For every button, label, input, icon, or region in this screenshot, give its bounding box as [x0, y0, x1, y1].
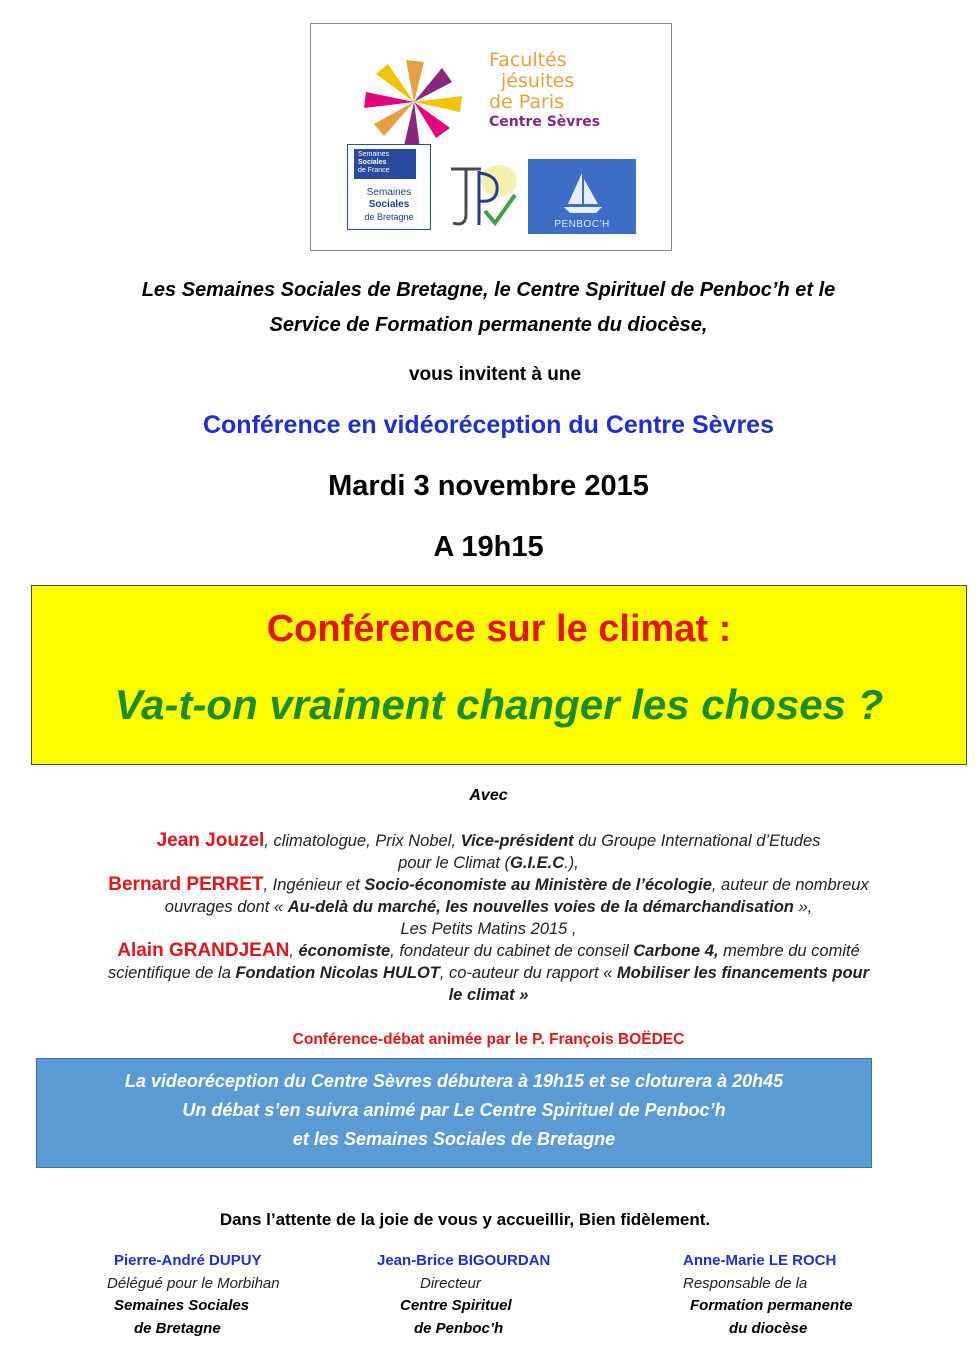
signature-role: Directeur [420, 1274, 481, 1292]
facultes-line4: Centre Sèvres [489, 114, 601, 130]
speaker-bold: Au-delà du marché, les nouvelles voies de la démarchandisation [287, 898, 794, 916]
conference-type: Conférence en vidéoréception du Centre Sèvres [202, 411, 774, 439]
speaker-bold: G.I.E.C [510, 854, 565, 872]
speaker-text: ouvrages dont « [164, 898, 288, 916]
pinwheel-logo-icon [359, 52, 469, 152]
ssf-line1: Semaines [366, 187, 412, 198]
info-line1: La videoréception du Centre Sèvres débutera à 19h15 et se cloturera à 20h45 [124, 1071, 784, 1091]
ssf-badge-line1: Semaines [358, 151, 390, 158]
moderator-text: Conférence-débat animée par le P. François BOËDEC [292, 1031, 685, 1048]
signature-org: Centre Spirituel [400, 1297, 512, 1314]
headline-subtitle: Va-t-on vraiment changer les choses ? [114, 681, 884, 728]
signature-name: Pierre-André DUPUY [114, 1252, 262, 1269]
speaker-text: , auteur de nombreux [711, 876, 869, 894]
avec-label: Avec [469, 787, 508, 804]
speaker-name: Bernard PERRET [108, 874, 264, 895]
facultes-line2: jésuites [501, 70, 575, 92]
info-box [36, 1058, 872, 1168]
speaker-text: scientifique de la [107, 964, 236, 982]
signature-name: Anne-Marie LE ROCH [683, 1252, 837, 1269]
speaker-text: , fondateur du cabinet de conseil [390, 942, 634, 960]
speaker-bold: Vice-président [460, 832, 574, 850]
signature-3 [683, 1250, 923, 1340]
signature-2 [377, 1250, 617, 1340]
speaker-bold: Socio-économiste au Ministère de l’écologie [364, 876, 712, 894]
speaker-text: , co-auteur du rapport « [439, 964, 617, 982]
jp-monogram-logo-icon [441, 159, 521, 234]
speaker-grandjean [40, 940, 937, 1006]
signature-org: Formation permanente [690, 1297, 853, 1314]
facultes-line1: Facultés [489, 49, 567, 71]
speakers-block [40, 830, 937, 1006]
ssf-badge [354, 149, 416, 179]
intro-line1: Les Semaines Sociales de Bretagne, le Centre Spirituel de Penboc’h et le [141, 279, 836, 301]
speaker-bold: le climat » [448, 986, 529, 1004]
signature-name: Jean-Brice BIGOURDAN [377, 1252, 551, 1269]
semaines-sociales-logo [347, 144, 431, 230]
headline-title: Conférence sur le climat : [266, 608, 732, 650]
intro-line2: Service de Formation permanente du diocèse, [269, 314, 708, 336]
speaker-text: , climatologue, Prix Nobel, [264, 832, 461, 850]
signature-org: de Penboc’h [414, 1319, 504, 1337]
speaker-bold: économiste [298, 942, 391, 960]
info-line2: Un débat s’en suivra animé par Le Centre Spirituel de Penboc’h [182, 1100, 726, 1120]
speaker-text: pour le Climat ( [398, 854, 511, 872]
penboch-label: PENBOC'H [554, 219, 610, 230]
speaker-bold: Fondation Nicolas HULOT [235, 964, 440, 982]
speaker-text: .), [564, 854, 579, 872]
logos-panel [310, 23, 672, 251]
speaker-text: membre du comité [718, 942, 860, 960]
ssf-badge-line2: Sociales [358, 159, 387, 166]
signature-role: Responsable de la [683, 1274, 808, 1292]
speaker-perret [40, 874, 937, 940]
speaker-text: , Ingénieur et [263, 876, 365, 894]
ssf-line3: de Bretagne [364, 212, 414, 222]
signature-org: de Bretagne [134, 1319, 221, 1337]
headline-box [31, 585, 967, 765]
speaker-bold: Carbone 4, [633, 942, 719, 960]
speaker-name: Alain GRANDJEAN [117, 940, 290, 961]
ssf-line2: Sociales [368, 199, 410, 210]
closing-text: Dans l’attente de la joie de vous y accueillir, Bien fidèlement. [219, 1210, 711, 1229]
penboch-logo [528, 159, 636, 234]
facultes-line3: de Paris [489, 91, 565, 113]
speaker-name: Jean Jouzel [156, 830, 265, 851]
event-date: Mardi 3 novembre 2015 [328, 470, 649, 502]
speaker-text: », [793, 898, 813, 916]
signature-org: du diocèse [729, 1319, 808, 1337]
speaker-bold: Mobiliser les financements pour [616, 964, 870, 982]
event-time: A 19h15 [433, 531, 544, 563]
signature-role: Délégué pour le Morbihan [107, 1274, 280, 1292]
speaker-jouzel [40, 830, 937, 874]
info-line3: et les Semaines Sociales de Bretagne [292, 1129, 616, 1149]
invite-text: vous invitent à une [408, 364, 582, 385]
signature-1 [107, 1250, 354, 1340]
signature-org: Semaines Sociales [114, 1297, 250, 1314]
speaker-text: , [289, 942, 299, 960]
speaker-text: du Groupe International d’Etudes [573, 832, 821, 850]
speaker-text: Les Petits Matins 2015 , [400, 920, 577, 938]
ssf-badge-line3: de France [358, 167, 390, 174]
